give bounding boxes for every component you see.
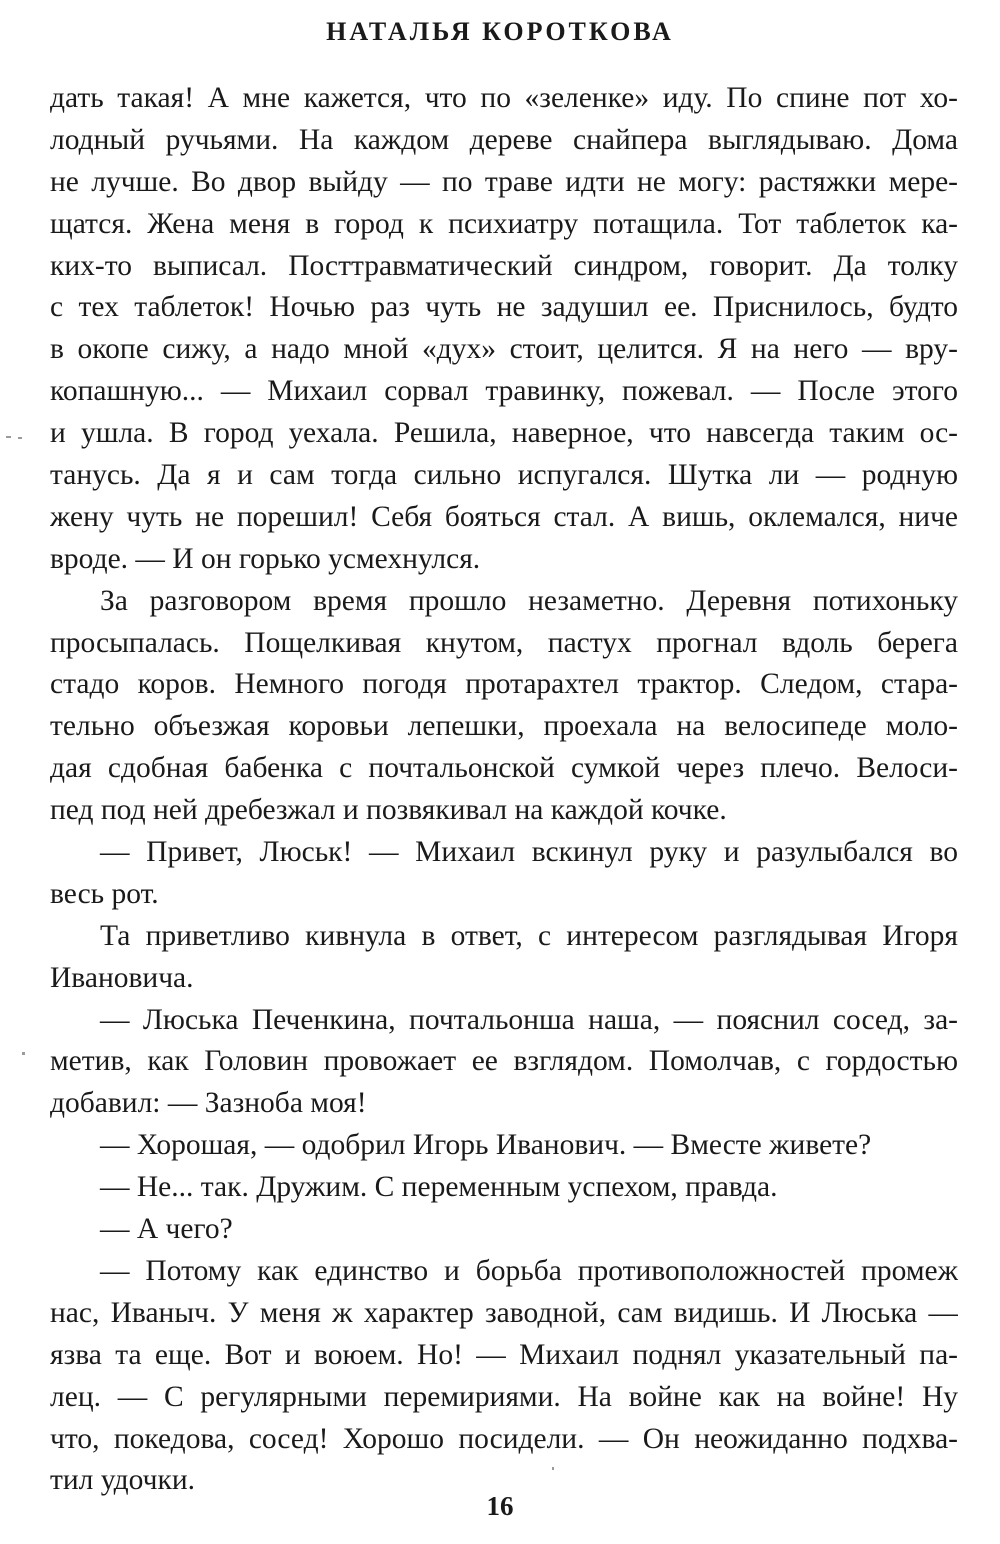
scan-speck: [22, 1052, 25, 1055]
text-line: что, покедова, сосед! Хорошо посидели. — Он неожиданно подхва-: [50, 1422, 958, 1455]
text-line: копашную... — Михаил сорвал травинку, пожевал. — После этого: [50, 375, 958, 408]
text-line: жену чуть не порешил! Себя бояться стал. А вишь, оклемался, ниче: [50, 500, 958, 533]
text-line: дая сдобная бабенка с почтальонской сумкой через плечо. Велоси-: [50, 752, 958, 785]
text-line: За разговором время прошло незаметно. Деревня потихоньку: [100, 584, 958, 617]
text-line: нас, Иваныч. У меня ж характер заводной, сам видишь. И Люська —: [50, 1296, 958, 1329]
text-line: лец. — С регулярными перемириями. На войне как на войне! Ну: [50, 1380, 958, 1413]
text-line: танусь. Да я и сам тогда сильно испугался. Шутка ли — родную: [50, 459, 958, 492]
text-line: лодный ручьями. На каждом дереве снайпера выглядываю. Дома: [50, 123, 958, 156]
text-line: в окопе сижу, а надо мной «дух» стоит, целится. Я на него — вру-: [50, 333, 958, 366]
text-line: просыпалась. Пощелкивая кнутом, пастух прогнал вдоль берега: [50, 626, 958, 659]
text-line: щатся. Жена меня в город к психиатру потащила. Тот таблеток ка-: [50, 207, 958, 240]
text-line: метив, как Головин провожает ее взглядом. Помолчав, с гордостью: [50, 1045, 958, 1078]
text-line: добавил: — Зазноба моя!: [50, 1087, 367, 1120]
text-line: — Люська Печенкина, почтальонша наша, — пояснил сосед, за-: [100, 1003, 958, 1036]
text-line: стадо коров. Немного погодя протарахтел трактор. Следом, стара-: [50, 668, 958, 701]
text-line: Ивановича.: [50, 961, 194, 994]
text-line: — Не... так. Дружим. С переменным успехом, правда.: [100, 1171, 778, 1204]
text-line: язва та еще. Вот и воюем. Но! — Михаил поднял указательный па-: [50, 1338, 958, 1371]
text-line: не лучше. Во двор выйду — по траве идти не могу: растяжки мере-: [50, 165, 958, 198]
text-line: тельно объезжая коровьи лепешки, проехала на велосипеде моло-: [50, 710, 958, 743]
text-line: — Привет, Люськ! — Михаил вскинул руку и разулыбался во: [100, 836, 958, 869]
text-line: с тех таблеток! Ночью раз чуть не задушил ее. Приснилось, будто: [50, 291, 958, 324]
scan-speck: [6, 436, 11, 438]
text-line: тил удочки.: [50, 1464, 195, 1497]
text-line: дать такая! А мне кажется, что по «зеленке» иду. По спине пот хо-: [50, 82, 958, 114]
text-line: — А чего?: [100, 1213, 233, 1246]
text-line: пед под ней дребезжал и позвякивал на каждой кочке.: [50, 794, 727, 827]
body-text: [50, 78, 958, 1502]
text-line: — Потому как единство и борьба противоположностей промеж: [100, 1254, 958, 1287]
text-line: — Хорошая, — одобрил Игорь Иванович. — Вместе живете?: [100, 1129, 872, 1162]
text-line: и ушла. В город уехала. Решила, наверное, что навсегда таким ос-: [50, 417, 958, 450]
page-number: 16: [486, 1491, 514, 1521]
scan-speck: [552, 1467, 554, 1470]
text-line: ких-то выписал. Посттравматический синдром, говорит. Да толку: [50, 249, 958, 282]
text-line: вроде. — И он горько усмехнулся.: [50, 542, 481, 575]
text-line: Та приветливо кивнула в ответ, с интересом разглядывая Игоря: [100, 919, 958, 952]
scan-speck: [18, 437, 22, 439]
text-line: весь рот.: [50, 877, 159, 910]
running-head-author: НАТАЛЬЯ КОРОТКОВА: [326, 17, 674, 46]
